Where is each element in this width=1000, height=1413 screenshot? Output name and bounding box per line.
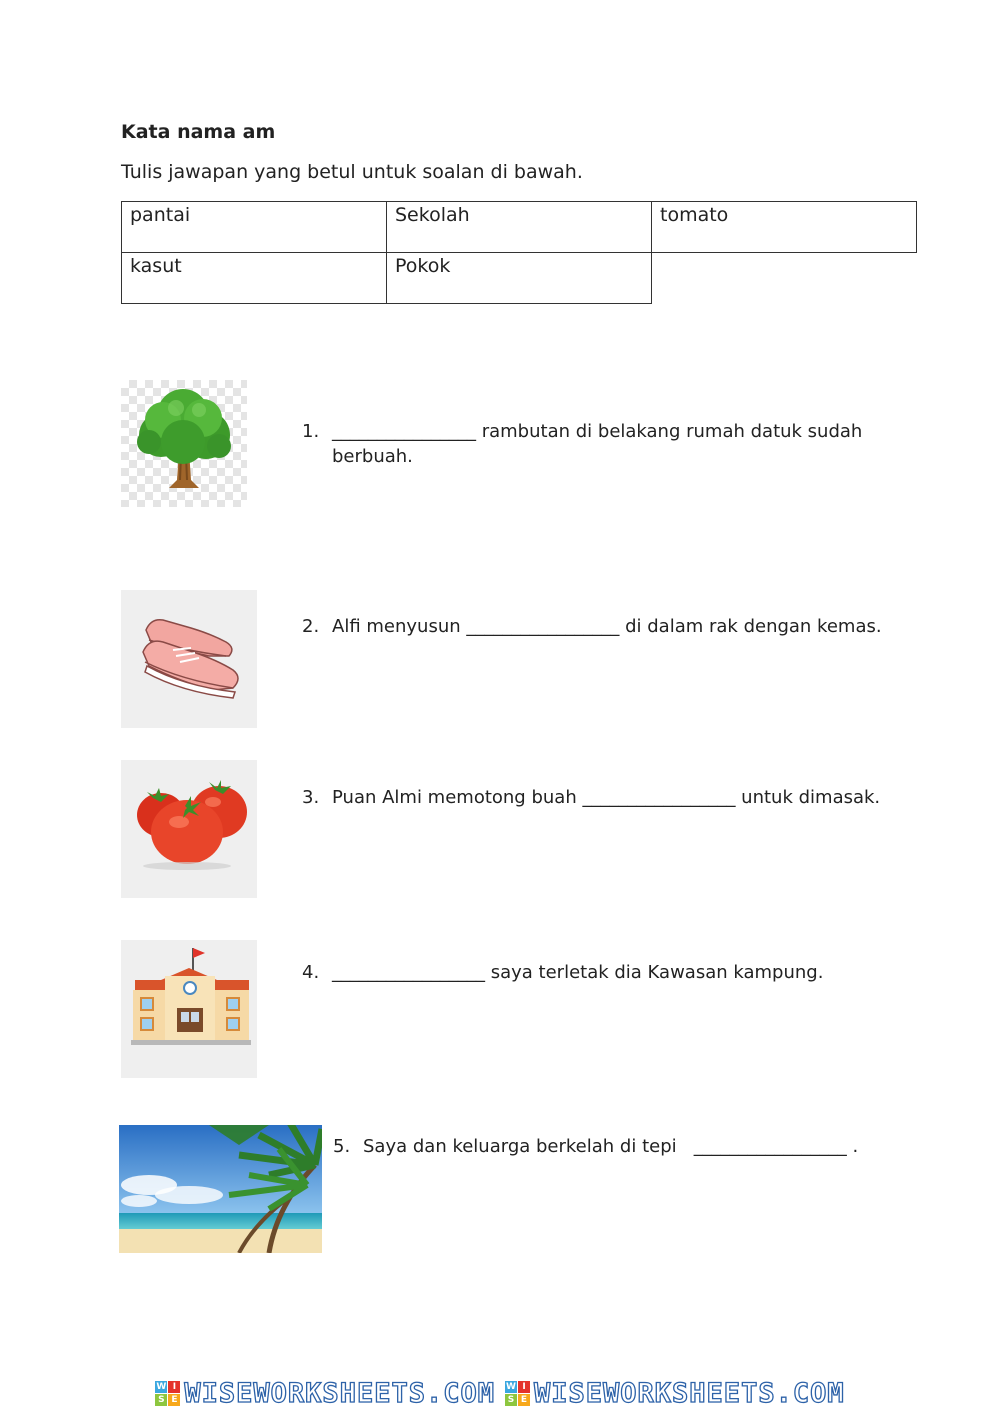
word-cell: tomato: [652, 202, 917, 253]
question-suffix: di dalam rak dengan kemas.: [619, 616, 882, 637]
logo-letter: E: [168, 1394, 180, 1406]
question-text: [363, 1134, 858, 1159]
question-number: 1.: [302, 421, 320, 442]
question-continuation: berbuah.: [332, 446, 413, 467]
watermark-group: [155, 1378, 495, 1409]
shoes-icon: [121, 590, 257, 728]
question-text: [332, 614, 882, 639]
logo-letter: I: [168, 1381, 180, 1393]
question-suffix: .: [846, 1136, 859, 1157]
footer-watermark: [0, 1374, 1000, 1413]
question-text: [332, 785, 880, 810]
instruction-text: Tulis jawapan yang betul untuk soalan di bawah.: [121, 161, 583, 183]
answer-blank[interactable]: _________________: [582, 787, 736, 808]
word-cell: Sekolah: [387, 202, 652, 253]
watermark-text: WISEWORKSHEETS.COM: [534, 1378, 845, 1409]
question-number: 5.: [333, 1136, 351, 1157]
question-prefix: Alfi menyusun: [332, 616, 467, 637]
school-icon: [121, 940, 257, 1078]
tree-icon: [121, 380, 247, 507]
question-text: [332, 960, 823, 985]
question-prefix: Saya dan keluarga berkelah di tepi: [363, 1136, 694, 1157]
answer-blank[interactable]: _________________: [332, 962, 485, 983]
table-row: [122, 253, 917, 304]
word-bank-table: [121, 201, 917, 304]
worksheet-title: Kata nama am: [121, 121, 276, 143]
question-number: 2.: [302, 616, 320, 637]
empty-cell: [652, 253, 917, 304]
question-text: [332, 419, 862, 469]
beach-icon: [119, 1125, 322, 1253]
logo-letter: I: [518, 1381, 530, 1393]
logo-letter: S: [155, 1394, 167, 1406]
logo-letter: W: [156, 1382, 167, 1392]
logo-letter: W: [506, 1382, 516, 1392]
watermark-group: [505, 1378, 845, 1409]
question-suffix: rambutan di belakang rumah datuk sudah: [476, 421, 863, 442]
word-cell: pantai: [122, 202, 387, 253]
answer-blank[interactable]: _________________: [466, 616, 620, 637]
word-cell: Pokok: [387, 253, 652, 304]
logo-letter: S: [505, 1394, 517, 1406]
question-prefix: Puan Almi memotong buah: [332, 787, 583, 808]
logo-letter: E: [518, 1394, 530, 1406]
wiseworksheets-logo-icon: [505, 1381, 530, 1406]
watermark-text: WISEWORKSHEETS.COM: [184, 1378, 495, 1409]
word-cell: kasut: [122, 253, 387, 304]
answer-blank[interactable]: _________________: [693, 1136, 847, 1157]
question-number: 3.: [302, 787, 320, 808]
wiseworksheets-logo-icon: [155, 1381, 180, 1406]
question-suffix: saya terletak dia Kawasan kampung.: [485, 962, 824, 983]
question-number: 4.: [302, 962, 320, 983]
table-row: [122, 202, 917, 253]
answer-blank[interactable]: ________________: [332, 421, 476, 442]
question-suffix: untuk dimasak.: [735, 787, 881, 808]
tomato-icon: [121, 760, 257, 898]
